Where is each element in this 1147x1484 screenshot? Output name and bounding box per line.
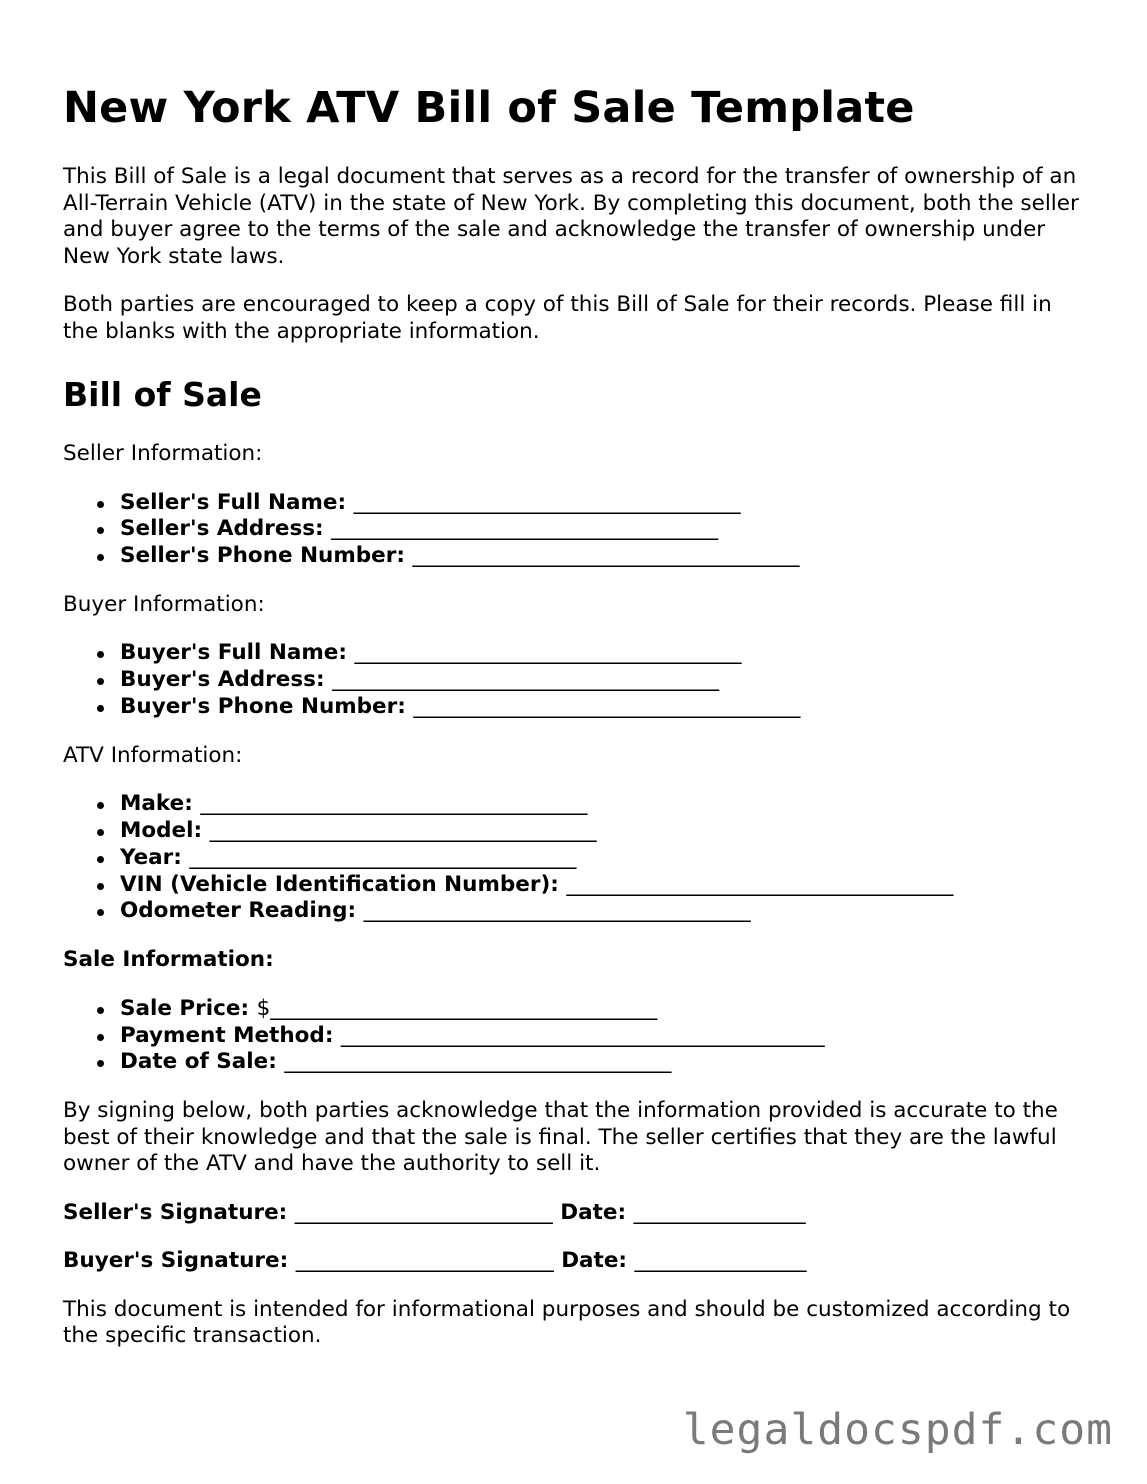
seller-address-field: [120, 516, 1093, 543]
seller-phone-field: [120, 543, 1093, 570]
fill-in-blank[interactable]: $____________________________________: [256, 995, 658, 1021]
sale-price-field: [120, 996, 1093, 1023]
field-label: Model:: [120, 818, 203, 844]
intro-paragraph-2: Both parties are encouraged to keep a copy of this Bill of Sale for their records. Please fill in the blanks with the appropriate information.: [63, 292, 1052, 344]
buyer-signature-label: Buyer's Signature:: [63, 1248, 289, 1274]
atv-vin-field: [120, 872, 1093, 899]
buyer-date-blank[interactable]: ________________: [634, 1248, 807, 1274]
seller-signature-blank[interactable]: ________________________: [294, 1199, 553, 1225]
seller-date-label: Date:: [560, 1199, 627, 1225]
intro-paragraph-1: This Bill of Sale is a legal document that serves as a record for the transfer of ownership of an All-Terrain Vehicle (ATV) in the state of New York. By completing this document, both the seller and buyer agree to the terms of the sale and acknowledge the transfer of ownership under New York state laws.: [63, 164, 1079, 269]
seller-section-label: Seller Information:: [63, 441, 263, 466]
buyer-signature-line: [63, 1248, 1093, 1275]
field-label: Seller's Full Name:: [120, 489, 347, 515]
fill-in-blank[interactable]: ____________________________________: [354, 640, 742, 666]
buyer-phone-field: [120, 694, 1093, 721]
field-label: Odometer Reading:: [120, 898, 357, 924]
date-of-sale-field: [120, 1049, 1093, 1076]
acknowledgement-paragraph: By signing below, both parties acknowledge that the information provided is accurate to the best of their knowledge and that the sale is final. The seller certifies that they are the lawful owner of the ATV and have the authority to sell it.: [63, 1098, 1058, 1177]
section-heading: Bill of Sale: [63, 375, 262, 414]
atv-field-list: [63, 791, 1093, 925]
fill-in-blank[interactable]: ____________________________________: [189, 844, 577, 870]
document-page: [63, 80, 1093, 1372]
fill-in-blank[interactable]: ____________________________________: [209, 818, 597, 844]
field-label: Sale Price:: [120, 995, 250, 1021]
fill-in-blank[interactable]: ____________________________________: [332, 667, 720, 693]
seller-full-name-field: [120, 490, 1093, 517]
field-label: Payment Method:: [120, 1022, 334, 1048]
fill-in-blank[interactable]: ____________________________________: [353, 489, 741, 515]
footer-note: This document is intended for informational purposes and should be customized according to the specific transaction.: [63, 1296, 1071, 1349]
fill-in-blank[interactable]: ____________________________________: [413, 693, 801, 719]
buyer-signature-blank[interactable]: ________________________: [295, 1248, 554, 1274]
field-label: Buyer's Phone Number:: [120, 693, 406, 719]
atv-model-field: [120, 818, 1093, 845]
fill-in-blank[interactable]: ____________________________________: [331, 516, 719, 542]
fill-in-blank[interactable]: ____________________________________: [200, 791, 588, 817]
atv-section-label: ATV Information:: [63, 742, 243, 768]
field-label: Year:: [120, 844, 182, 870]
fill-in-blank[interactable]: ____________________________________: [284, 1049, 672, 1075]
seller-date-blank[interactable]: ________________: [633, 1199, 806, 1225]
sale-section-label: Sale Information:: [63, 947, 274, 973]
fill-in-blank[interactable]: ____________________________________: [412, 543, 800, 569]
buyer-address-field: [120, 667, 1093, 694]
atv-year-field: [120, 845, 1093, 872]
field-label: Seller's Address:: [120, 516, 324, 542]
watermark: legaldocspdf.com: [682, 1405, 1113, 1455]
buyer-full-name-field: [120, 640, 1093, 667]
field-label: Buyer's Address:: [120, 667, 325, 693]
atv-make-field: [120, 791, 1093, 818]
seller-signature-line: [63, 1200, 1093, 1227]
payment-method-field: [120, 1023, 1093, 1050]
buyer-field-list: [63, 640, 1093, 720]
fill-in-blank[interactable]: _____________________________________________: [340, 1022, 825, 1048]
field-label: Buyer's Full Name:: [120, 640, 347, 666]
field-label: Make:: [120, 791, 193, 817]
page-title: New York ATV Bill of Sale Template: [63, 83, 915, 133]
fill-in-blank[interactable]: ____________________________________: [566, 871, 954, 897]
sale-field-list: [63, 996, 1093, 1076]
field-label: Seller's Phone Number:: [120, 543, 405, 569]
field-label: VIN (Vehicle Identification Number):: [120, 871, 559, 897]
fill-in-blank[interactable]: ____________________________________: [363, 898, 751, 924]
seller-signature-label: Seller's Signature:: [63, 1199, 288, 1225]
buyer-date-label: Date:: [561, 1248, 627, 1274]
buyer-section-label: Buyer Information:: [63, 591, 265, 617]
seller-field-list: [63, 490, 1093, 570]
atv-odometer-field: [120, 898, 1093, 925]
field-label: Date of Sale:: [120, 1049, 277, 1075]
